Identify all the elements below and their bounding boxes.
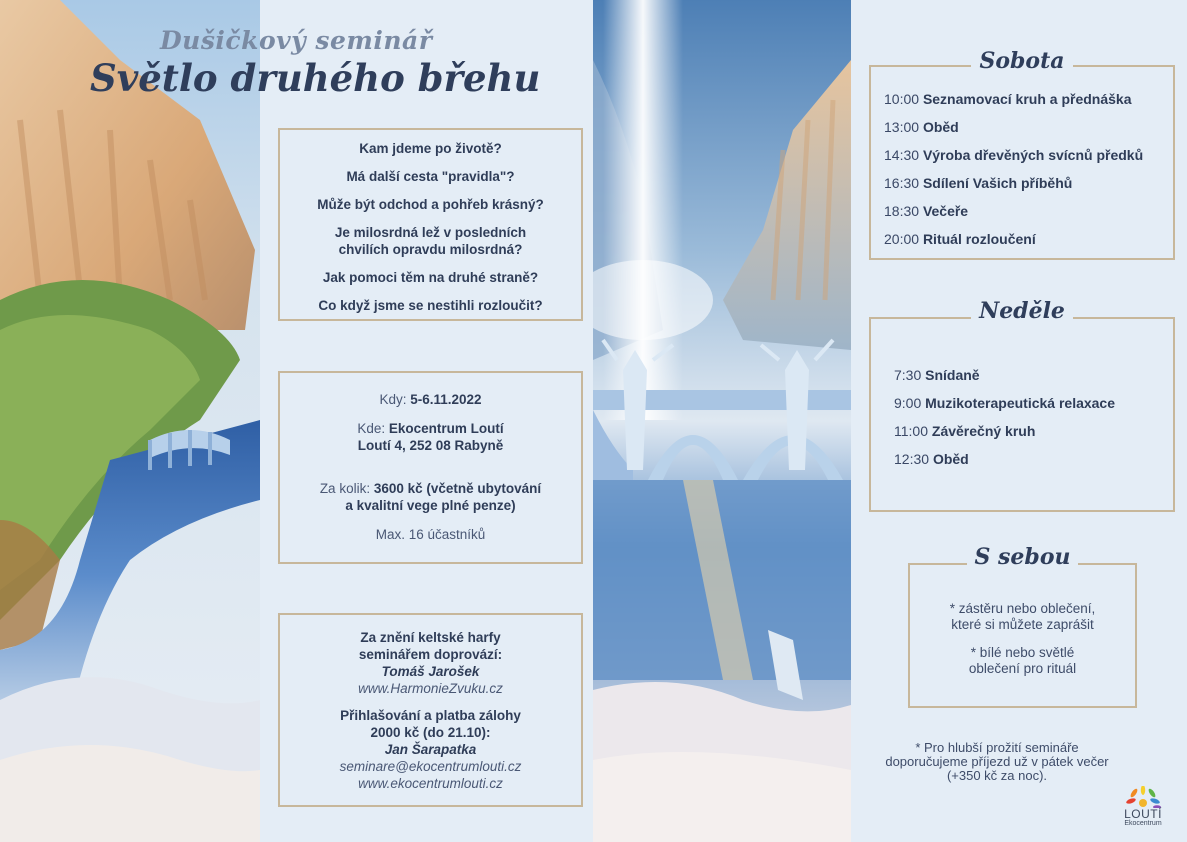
saturday-schedule-box [869, 48, 1175, 260]
arrival-note [878, 741, 1116, 783]
bring-item-1-line-1: * zástěru nebo oblečení, [949, 601, 1096, 616]
schedule-item: 11:00 Závěrečný kruh [894, 423, 1036, 439]
event-info-box [278, 371, 583, 564]
bring-heading: S sebou [910, 549, 1135, 565]
note-line-2: doporučujeme příjezd už v pátek večer [885, 754, 1109, 769]
bring-item-2-line-2: oblečení pro rituál [968, 661, 1077, 676]
sunday-schedule-box [869, 298, 1175, 512]
contacts-box [278, 613, 583, 807]
question-1: Kam jdeme po životě? [359, 141, 502, 156]
question-4-line-2: chvilích opravdu milosrdná? [338, 242, 523, 257]
questions-box [278, 128, 583, 321]
question-4-line-1: Je milosrdná lež v posledních [334, 225, 527, 240]
schedule-item: 10:00 Seznamovací kruh a přednáška [884, 91, 1132, 107]
when-value: 5-6.11.2022 [410, 392, 482, 407]
capacity: Max. 16 účastníků [375, 527, 486, 542]
schedule-item: 18:30 Večeře [884, 203, 969, 219]
price-detail: a kvalitní vege plné penze) [345, 498, 516, 513]
where-row [280, 420, 581, 454]
question-2: Má další cesta "pravidla"? [346, 169, 515, 184]
harp-line-1: Za znění keltské harfy [360, 630, 501, 645]
price-value: 3600 kč (včetně ubytování [373, 481, 542, 496]
louti-logo [1118, 786, 1168, 834]
painting-middle [593, 0, 851, 842]
registration-email-link[interactable]: seminare@ekocentrumlouti.cz [339, 759, 522, 774]
sunday-heading: Neděle [871, 303, 1173, 320]
note-line-1: * Pro hlubší prožití semináře [915, 740, 1079, 755]
painting-left [0, 0, 260, 842]
seminar-subtitle: Dušičkový seminář [160, 26, 433, 55]
schedule-item: 20:00 Rituál rozloučení [884, 231, 1036, 247]
ekocentrum-website-link[interactable]: www.ekocentrumlouti.cz [358, 776, 503, 791]
schedule-item: 14:30 Výroba dřevěných svícnů předků [884, 147, 1144, 163]
price-label: Za kolik: [319, 481, 371, 496]
question-6: Co když jsme se nestihli rozloučit? [318, 298, 543, 313]
question-4 [280, 224, 581, 258]
logo-name: LOUTÍ [1124, 807, 1162, 821]
landscape-painting-left [0, 0, 260, 842]
harpist-name: Tomáš Jarošek [381, 664, 480, 679]
where-address: Loutí 4, 252 08 Rabyně [357, 438, 504, 453]
registration-line-2: 2000 kč (do 21.10): [370, 725, 491, 740]
seminar-title: Světlo druhého břehu [90, 56, 541, 100]
when-row [280, 391, 581, 408]
when-label: Kdy: [379, 392, 407, 407]
bring-item-1-line-2: které si můžete zaprášit [951, 617, 1094, 632]
harpist-website-link[interactable]: www.HarmonieZvuku.cz [358, 681, 503, 696]
bridge-painting [593, 0, 851, 842]
question-3: Může být odchod a pohřeb krásný? [317, 197, 544, 212]
schedule-item: 7:30 Snídaně [894, 367, 980, 383]
note-line-3: (+350 kč za noc). [946, 768, 1048, 783]
bring-along-box [908, 544, 1137, 708]
harp-line-2: seminářem doprovází: [358, 647, 503, 662]
schedule-item: 13:00 Oběd [884, 119, 959, 135]
where-venue: Ekocentrum Loutí [388, 421, 504, 436]
schedule-item: 16:30 Sdílení Vašich příběhů [884, 175, 1073, 191]
schedule-item: 9:00 Muzikoterapeutická relaxace [894, 395, 1116, 411]
saturday-heading: Sobota [871, 53, 1173, 70]
registration-line-1: Přihlašování a platba zálohy [340, 708, 521, 723]
price-row [280, 480, 581, 514]
bring-item-2-line-1: * bílé nebo světlé [970, 645, 1075, 660]
where-label: Kde: [357, 421, 386, 436]
registration-contact-name: Jan Šarapatka [384, 742, 477, 757]
sun-rays-icon [1123, 786, 1163, 808]
question-5: Jak pomoci těm na druhé straně? [322, 270, 539, 285]
logo-subtitle: Ekocentrum [1124, 820, 1162, 827]
schedule-item: 12:30 Oběd [894, 451, 969, 467]
